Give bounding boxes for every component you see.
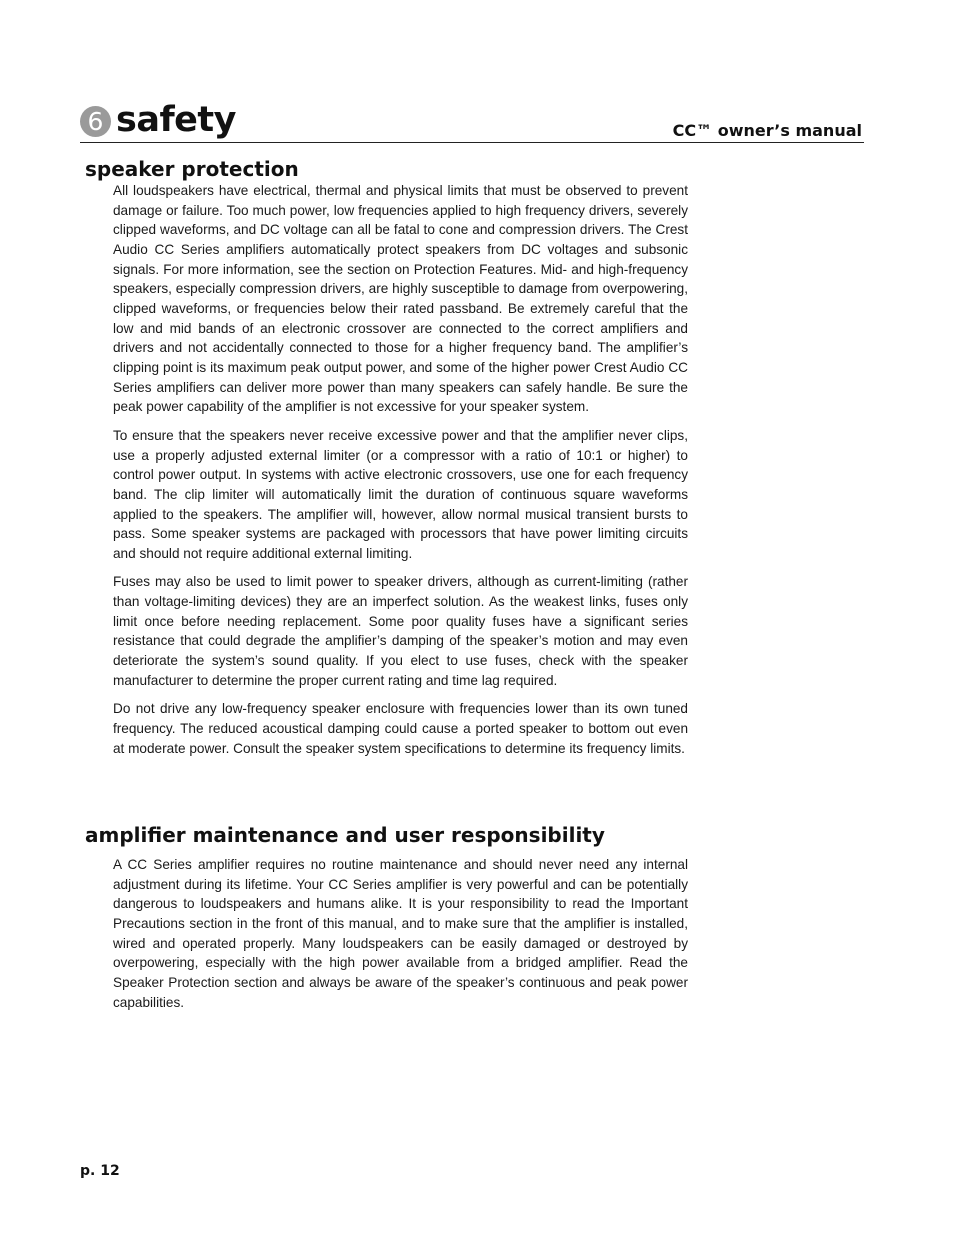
manual-title: CC™ owner’s manual (672, 121, 862, 140)
page-number: p. 12 (80, 1163, 120, 1179)
paragraph: A CC Series amplifier requires no routine maintenance and should never need any internal adjustment during its lifetime. Your CC Series amplifier is very powerful and can be potentially dangerous to loudspeakers and humans alike. It is your responsibility to read the Important Precautions section in the front of this manual, and to make sure that the amplifier is installed, wired and operated properly. Many loudspeakers can be easily damaged or destroyed by overpowering, especially with the high power available from a bridged amplifier. Read the Speaker Protection section and always be aware of the speaker’s continuous and peak power capabilities. (113, 857, 688, 1010)
paragraph: Do not drive any low-frequency speaker enclosure with frequencies lower than its own tuned frequency. The reduced acoustical damping could cause a ported speaker to bottom out even at moderate power. Consult the speaker system specifications to determine its frequency limits. (113, 701, 688, 756)
page-header (80, 100, 864, 143)
section-body-speaker-protection (113, 181, 688, 767)
section-heading-amplifier-maintenance: amplifier maintenance and user responsibility (85, 823, 605, 847)
paragraph: To ensure that the speakers never receive excessive power and that the amplifier never clips, use a properly adjusted external limiter (or a compressor with a ratio of 10:1 or higher) to control power output. In systems with active electronic crossovers, use one for each frequency band. The clip limiter will automatically limit the duration of continuous square waveforms applied to the speakers. The amplifier will, however, allow normal musical transient bursts to pass. Some speaker systems are packaged with processors that have power limiting circuits and should not require additional external limiting. (113, 427, 688, 561)
section-heading-speaker-protection: speaker protection (85, 157, 299, 181)
paragraph: Fuses may also be used to limit power to speaker drivers, although as current-limiting (rather than voltage-limiting devices) they are an imperfect solution. As the weakest links, fuses only limit once before needing replacement. Some poor quality fuses have a significant series resistance that could degrade the amplifier’s damping of the speaker’s motion and may even deteriorate the system’s sound quality. If you elect to use fuses, check with the speaker manufacturer to determine the proper current rating and time lag required. (113, 574, 688, 688)
chapter-title: safety (116, 100, 236, 140)
paragraph: All loudspeakers have electrical, thermal and physical limits that must be observed to prevent damage or failure. Too much power, low frequencies applied to high frequency drivers, severely clipped waveforms, and DC voltage can all be fatal to cone and compression drivers. The Crest Audio CC Series amplifiers automatically protect speakers from DC voltages and subsonic signals. For more information, see the section on Protection Features. Mid- and high-frequency speakers, especially compression drivers, are highly susceptible to damage from overpowering, clipped waveforms, or frequencies below their rated passband. Be extremely careful that the low and mid bands of an electronic crossover are connected to the correct amplifiers and drivers and not accidentally connected to those for a higher frequency band. The amplifier’s clipping point is its maximum peak output power, and some of the higher power Crest Audio CC Series amplifiers can deliver more power than many speakers can safely handle. Be sure the peak power capability of the amplifier is not excessive for your speaker system. (113, 183, 688, 415)
section-body-amplifier-maintenance (113, 855, 688, 1021)
chapter-number-badge: 6 (80, 106, 111, 137)
